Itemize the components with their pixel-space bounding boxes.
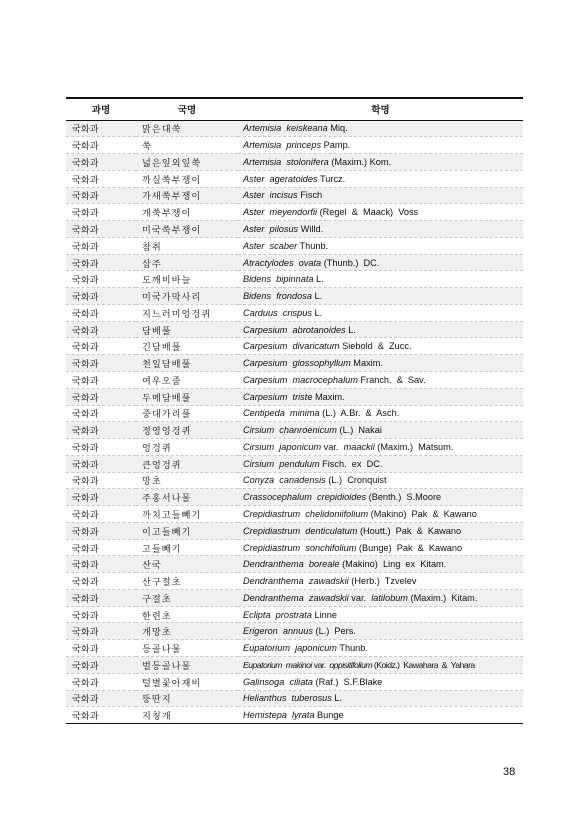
table-row [66,405,523,422]
table-row [66,271,523,288]
species-name: Crepidiastrum sonchifolium [243,542,357,553]
scientific-name-cell [238,304,523,321]
author-text: L. [311,291,323,302]
scientific-name-cell [238,288,523,305]
author-text: L. [331,693,343,704]
korean-name-cell: 등골나물 [136,640,238,657]
table-row [66,455,523,472]
infraspecific-name: latilobum [371,592,408,603]
korean-name-cell: 여우오줌 [136,371,238,388]
korean-name-cell: 산구절초 [136,573,238,590]
table-row [66,321,523,338]
table-row [66,556,523,573]
scientific-name-cell [238,690,523,707]
family-cell: 국화과 [66,573,136,590]
scientific-name-cell [238,657,523,674]
species-name: Aster ageratoides [243,173,318,184]
species-table [66,97,523,724]
scientific-name-cell [238,154,523,171]
author-text: (L.) A.Br. & Asch. [319,408,400,419]
scientific-name-cell [238,120,523,137]
table-row [66,237,523,254]
korean-name-cell: 주홍서나물 [136,489,238,506]
author-text: Maxim. [312,391,345,402]
family-cell: 국화과 [66,422,136,439]
species-name: Crassocephalum crepidioides [243,492,367,503]
korean-name-cell: 이고들빼기 [136,522,238,539]
infraspecific-author: (Maxim.) Matsum. [374,441,454,452]
species-name: Artemisia keiskeana [243,123,328,134]
author-text: Fisch. ex DC. [319,458,383,469]
species-name: Artemisia princeps [243,140,322,151]
author-text: Pamp. [321,140,351,151]
author-text: Thunb. [297,240,329,251]
species-name: Eupatorium makinoi [243,659,312,670]
family-cell: 국화과 [66,439,136,456]
korean-name-cell: 천일담배풀 [136,355,238,372]
infraspecific-author: (Maxim.) Kitam. [407,592,478,603]
author-text: (Bunge) Pak & Kawano [356,542,463,553]
korean-name-cell: 산국 [136,556,238,573]
species-table-container [66,97,523,724]
scientific-name-cell [238,673,523,690]
family-cell: 국화과 [66,371,136,388]
species-name: Dendranthema zawadskii [243,576,349,587]
family-cell: 국화과 [66,489,136,506]
scientific-name-cell [238,271,523,288]
scientific-name-cell [238,623,523,640]
family-cell: 국화과 [66,623,136,640]
author-text: var. [311,659,330,670]
family-cell: 국화과 [66,673,136,690]
korean-name-cell: 엉겅퀴 [136,439,238,456]
family-cell: 국화과 [66,137,136,154]
author-text: L. [311,307,323,318]
author-text: Siebold & Zucc. [339,341,412,352]
scientific-name-cell [238,254,523,271]
author-text: Linne [311,609,337,620]
korean-name-cell: 긴담배풀 [136,338,238,355]
table-row [66,439,523,456]
family-cell: 국화과 [66,522,136,539]
table-row [66,187,523,204]
table-row [66,304,523,321]
author-text: (Houtt.) Pak & Kawano [357,525,462,536]
family-cell: 국화과 [66,606,136,623]
korean-name-cell: 벌등골나물 [136,657,238,674]
author-text: L. [345,324,356,335]
korean-name-cell: 개망초 [136,623,238,640]
species-name: Hemistepa lyrata [243,710,315,721]
scientific-name-cell [238,455,523,472]
species-name: Atractylodes ovata [243,257,322,268]
korean-name-cell: 두메담배풀 [136,388,238,405]
scientific-name-cell [238,405,523,422]
scientific-name-cell [238,522,523,539]
korean-name-cell: 지칭개 [136,707,238,724]
family-cell: 국화과 [66,221,136,238]
species-name: Carpesium divaricatum [243,341,340,352]
family-cell: 국화과 [66,455,136,472]
table-row [66,539,523,556]
table-row [66,388,523,405]
species-name: Erigeron annuus [243,626,313,637]
family-cell: 국화과 [66,254,136,271]
scientific-name-cell [238,204,523,221]
species-name: Crepidiastrum denticulatum [243,525,358,536]
species-name: Aster pilosus [243,223,299,234]
table-row [66,489,523,506]
korean-name-cell: 망초 [136,472,238,489]
page-number: 38 [503,766,516,778]
scientific-name-cell [238,573,523,590]
korean-name-cell: 큰엉겅퀴 [136,455,238,472]
author-text: Fisch [297,190,323,201]
author-text: (L.) Nakai [336,425,382,436]
species-name: Galinsoga ciliata [243,676,313,687]
family-cell: 국화과 [66,472,136,489]
korean-name-cell: 뚱딴지 [136,690,238,707]
species-name: Aster scaber [243,240,298,251]
infraspecific-author: (Koidz.) Kawahara & Yahara [372,659,475,670]
species-name: Dendranthema zawadskii [243,592,349,603]
author-text: Bunge [314,710,344,721]
species-name: Artemisia stolonifera [243,156,329,167]
family-cell: 국화과 [66,187,136,204]
scientific-name-cell [238,640,523,657]
korean-name-cell: 정영엉겅퀴 [136,422,238,439]
family-cell: 국화과 [66,388,136,405]
family-cell: 국화과 [66,589,136,606]
author-text: Maxim. [350,358,383,369]
korean-name-cell: 털별꽃아재비 [136,673,238,690]
scientific-name-cell [238,439,523,456]
table-row [66,657,523,674]
korean-name-cell: 까실쑥부쟁이 [136,170,238,187]
author-text: Turcz. [317,173,346,184]
scientific-name-cell [238,321,523,338]
korean-name-cell: 중대가리풀 [136,405,238,422]
table-row [66,204,523,221]
header-korean-name: 국명 [136,98,238,120]
table-row [66,623,523,640]
infraspecific-name: maackii [343,441,375,452]
author-text: (L.) Pers. [312,626,356,637]
author-text: (Raf.) S.F.Blake [312,676,383,687]
species-name: Bidens frondosa [243,291,312,302]
family-cell: 국화과 [66,355,136,372]
table-row [66,338,523,355]
table-row [66,288,523,305]
korean-name-cell: 한련초 [136,606,238,623]
species-name: Carpesium macrocephalum [243,374,358,385]
author-text: L. [313,274,324,285]
family-cell: 국화과 [66,657,136,674]
author-text: Miq. [327,123,348,134]
scientific-name-cell [238,589,523,606]
scientific-name-cell [238,556,523,573]
korean-name-cell: 참취 [136,237,238,254]
table-row [66,137,523,154]
table-row [66,371,523,388]
author-text: Thunb. [336,643,368,654]
family-cell: 국화과 [66,640,136,657]
family-cell: 국화과 [66,556,136,573]
scientific-name-cell [238,237,523,254]
scientific-name-cell [238,506,523,523]
table-row [66,506,523,523]
author-text: (Benth.) S.Moore [366,492,442,503]
infraspecific-name: oppisitifolium [329,659,373,670]
species-name: Aster incisus [243,190,298,201]
family-cell: 국화과 [66,237,136,254]
scientific-name-cell [238,137,523,154]
species-name: Cirsium pendulum [243,458,320,469]
author-text: (Maxim.) Kom. [328,156,392,167]
family-cell: 국화과 [66,690,136,707]
author-text: Willd. [298,223,324,234]
table-row [66,606,523,623]
scientific-name-cell [238,338,523,355]
author-text: var. [348,592,372,603]
species-name: Conyza canadensis [243,475,326,486]
korean-name-cell: 도깨비바늘 [136,271,238,288]
korean-name-cell: 개쑥부쟁이 [136,204,238,221]
table-row [66,254,523,271]
species-name: Eupatorium japonicum [243,643,337,654]
korean-name-cell: 담배풀 [136,321,238,338]
korean-name-cell: 구절초 [136,589,238,606]
table-row [66,673,523,690]
scientific-name-cell [238,422,523,439]
table-row [66,120,523,137]
author-text: (Makino) Ling ex Kitam. [339,559,447,570]
korean-name-cell: 넓은잎외잎쑥 [136,154,238,171]
species-name: Centipeda minima [243,408,320,419]
scientific-name-cell [238,539,523,556]
table-row [66,707,523,724]
korean-name-cell: 미국가막사리 [136,288,238,305]
author-text: (Thunb.) DC. [321,257,380,268]
table-row [66,522,523,539]
species-name: Carpesium triste [243,391,313,402]
scientific-name-cell [238,170,523,187]
species-name: Crepidiastrum chelidoniifolium [243,508,369,519]
scientific-name-cell [238,371,523,388]
scientific-name-cell [238,472,523,489]
species-name: Bidens bipinnata [243,274,314,285]
family-cell: 국화과 [66,321,136,338]
header-scientific-name: 학명 [238,98,523,120]
species-name: Eclipta prostrata [243,609,312,620]
table-row [66,154,523,171]
author-text: (Regel & Maack) Voss [317,207,419,218]
author-text: Franch. & Sav. [357,374,426,385]
family-cell: 국화과 [66,288,136,305]
korean-name-cell: 쑥 [136,137,238,154]
species-name: Carpesium glossophyllum [243,358,351,369]
table-row [66,355,523,372]
author-text: (Makino) Pak & Kawano [368,508,477,519]
korean-name-cell: 미국쑥부쟁이 [136,221,238,238]
korean-name-cell: 지느러미엉겅퀴 [136,304,238,321]
family-cell: 국화과 [66,304,136,321]
scientific-name-cell [238,221,523,238]
table-row [66,690,523,707]
korean-name-cell: 까치고들빼기 [136,506,238,523]
family-cell: 국화과 [66,539,136,556]
family-cell: 국화과 [66,338,136,355]
table-body [66,120,523,724]
family-cell: 국화과 [66,154,136,171]
table-header-row [66,98,523,120]
korean-name-cell: 맑은대쑥 [136,120,238,137]
table-row [66,170,523,187]
species-name: Cirsium japonicum [243,441,322,452]
scientific-name-cell [238,355,523,372]
table-row [66,221,523,238]
table-row [66,589,523,606]
family-cell: 국화과 [66,204,136,221]
family-cell: 국화과 [66,707,136,724]
korean-name-cell: 고들빼기 [136,539,238,556]
author-text: (L.) Cronquist [325,475,387,486]
species-name: Aster meyendorfii [243,207,318,218]
table-row [66,573,523,590]
species-name: Helianthus tuberosus [243,693,332,704]
species-name: Carduus crispus [243,307,312,318]
scientific-name-cell [238,489,523,506]
species-name: Cirsium chanroenicum [243,425,337,436]
table-row [66,422,523,439]
author-text: (Herb.) Tzvelev [348,576,417,587]
species-name: Dendranthema boreale [243,559,340,570]
table-row [66,472,523,489]
family-cell: 국화과 [66,170,136,187]
scientific-name-cell [238,388,523,405]
scientific-name-cell [238,707,523,724]
family-cell: 국화과 [66,506,136,523]
family-cell: 국화과 [66,271,136,288]
header-family: 과명 [66,98,136,120]
family-cell: 국화과 [66,120,136,137]
scientific-name-cell [238,606,523,623]
korean-name-cell: 가새쑥부쟁이 [136,187,238,204]
family-cell: 국화과 [66,405,136,422]
species-name: Carpesium abrotanoides [243,324,346,335]
author-text: var. [321,441,344,452]
scientific-name-cell [238,187,523,204]
korean-name-cell: 삽주 [136,254,238,271]
table-row [66,640,523,657]
